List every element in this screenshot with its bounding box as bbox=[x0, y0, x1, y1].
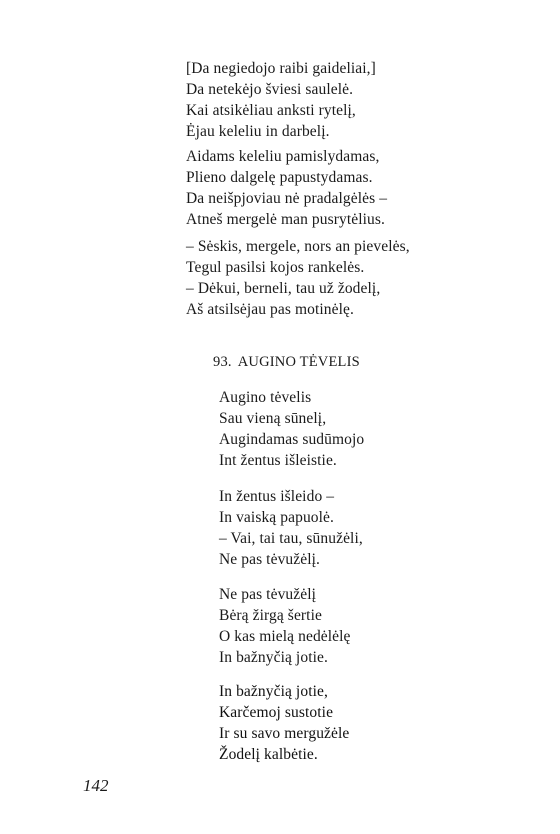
verse-line: Sau vieną sūnelį, bbox=[219, 410, 327, 427]
verse-line: Karčemoj sustotie bbox=[219, 704, 334, 721]
verse-line: In bažnyčią jotie, bbox=[219, 683, 328, 700]
verse-line: Ėjau keleliu in darbelį. bbox=[186, 123, 330, 140]
verse-line: Da neišpjoviau nė pradalgėlės – bbox=[186, 190, 388, 207]
verse-line: In žentus išleido – bbox=[219, 488, 335, 505]
verse-line: Ne pas tėvužėlį bbox=[219, 586, 317, 603]
song-stanza-4 bbox=[219, 681, 349, 765]
verse-line: Žodelį kalbėtie. bbox=[219, 746, 318, 763]
song-number: 93. bbox=[213, 354, 232, 370]
verse-line: In bažnyčią jotie. bbox=[219, 649, 328, 666]
verse-line: Ne pas tėvužėlį. bbox=[219, 551, 321, 568]
stanza-1 bbox=[186, 58, 376, 142]
verse-line: Ir su savo mergužėle bbox=[219, 725, 350, 742]
verse-line: Augino tėvelis bbox=[219, 389, 312, 406]
verse-line: Aš atsilsėjau pas motinėlę. bbox=[186, 301, 355, 318]
verse-line: O kas mielą nedėlėlę bbox=[219, 628, 351, 645]
verse-line: Atneš mergelė man pusrytėlius. bbox=[186, 211, 386, 228]
verse-line: Tegul pasilsi kojos rankelės. bbox=[186, 259, 365, 276]
verse-line: In vaiską papuolė. bbox=[219, 509, 334, 526]
verse-line: – Vai, tai tau, sūnužėli, bbox=[219, 530, 363, 547]
verse-line: Int žentus išleistie. bbox=[219, 452, 337, 469]
verse-line: Plieno dalgelę papustydamas. bbox=[186, 169, 373, 186]
song-stanza-2 bbox=[219, 486, 363, 570]
verse-line: Kai atsikėliau anksti rytelį, bbox=[186, 102, 356, 119]
stanza-3 bbox=[186, 236, 410, 320]
page-number: 142 bbox=[83, 776, 109, 795]
verse-line: – Dėkui, berneli, tau už žodelį, bbox=[186, 280, 381, 297]
song-stanza-3 bbox=[219, 584, 351, 668]
stanza-2 bbox=[186, 146, 387, 230]
verse-line: Da netekėjo šviesi saulelė. bbox=[186, 81, 354, 98]
verse-line: Augindamas sudūmojo bbox=[219, 431, 365, 448]
verse-line: – Sėskis, mergele, nors an pievelės, bbox=[186, 238, 410, 255]
song-title: AUGINO TĖVELIS bbox=[237, 354, 360, 370]
song-stanza-1 bbox=[219, 387, 364, 471]
verse-line: Bėrą žirgą šertie bbox=[219, 607, 322, 624]
song-heading bbox=[213, 352, 360, 372]
verse-line: [Da negiedojo raibi gaideliai,] bbox=[186, 60, 376, 77]
verse-line: Aidams keleliu pamislydamas, bbox=[186, 148, 380, 165]
